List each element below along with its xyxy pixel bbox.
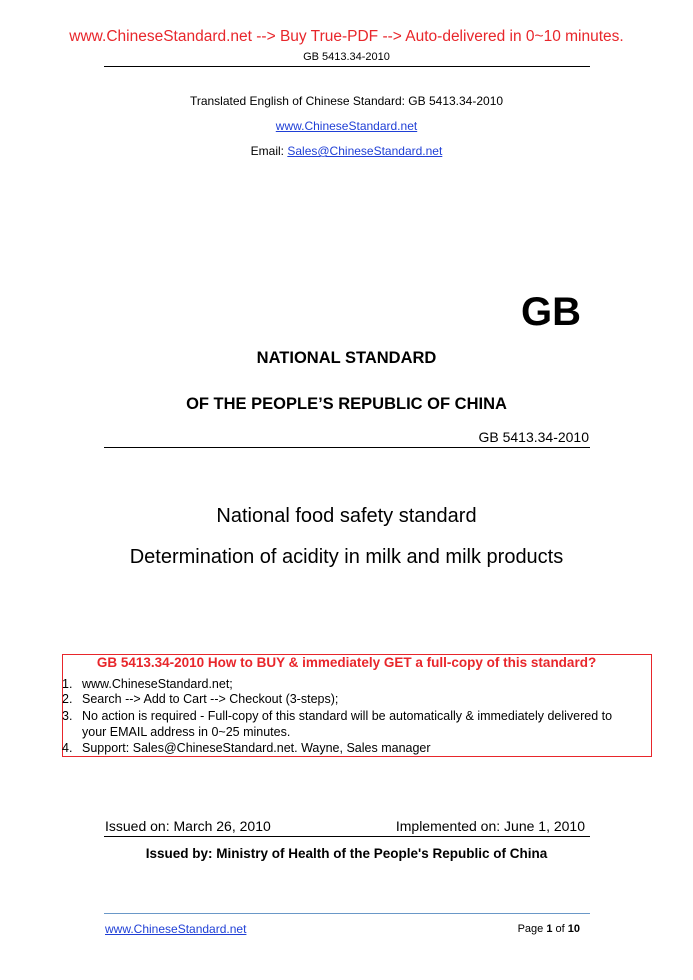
prc-heading: OF THE PEOPLE’S REPUBLIC OF CHINA — [186, 395, 507, 413]
step-text: Search --> Add to Cart --> Checkout (3-steps); — [82, 692, 339, 706]
implemented-date: Implemented on: June 1, 2010 — [395, 818, 585, 834]
translation-website — [0, 119, 693, 133]
standard-code: GB 5413.34-2010 — [478, 429, 589, 445]
step-text: Support: Sales@ChineseStandard.net. Wayne, Sales manager — [82, 741, 431, 755]
purchase-step — [62, 725, 290, 739]
purchase-step — [62, 692, 338, 706]
header-divider — [104, 66, 590, 67]
purchase-step — [62, 709, 612, 723]
footer-website — [105, 922, 246, 936]
gb-mark: GB — [521, 290, 581, 334]
standard-title-line2: Determination of acidity in milk and milk products — [129, 546, 564, 568]
national-standard-heading: NATIONAL STANDARD — [256, 349, 437, 367]
standard-title-line1: National food safety standard — [216, 505, 477, 527]
translation-email — [0, 144, 693, 158]
footer-divider — [104, 913, 590, 914]
step-number: 1. — [62, 677, 73, 691]
header-standard-code: GB 5413.34-2010 — [303, 51, 390, 63]
step-number: 4. — [62, 741, 73, 755]
top-banner[interactable]: www.ChineseStandard.net --> Buy True-PDF --> Auto-delivered in 0~10 minutes. — [69, 28, 624, 45]
step-text: www.ChineseStandard.net; — [82, 677, 233, 691]
step-text: your EMAIL address in 0~25 minutes. — [82, 725, 291, 739]
email-label: Email: — [250, 144, 285, 158]
title-divider — [104, 447, 590, 448]
issued-date: Issued on: March 26, 2010 — [105, 818, 271, 834]
dates-divider — [104, 836, 590, 837]
issuing-authority: Issued by: Ministry of Health of the People's Republic of China — [145, 846, 548, 861]
step-text: No action is required - Full-copy of this standard will be automatically & immediately delivered to — [82, 709, 613, 723]
purchase-step — [62, 677, 233, 691]
purchase-box-title: GB 5413.34-2010 How to BUY & immediately GET a full-copy of this standard? — [96, 655, 597, 670]
step-number: 3. — [62, 709, 73, 723]
email-link[interactable]: Sales@ChineseStandard.net — [287, 144, 443, 158]
translation-line: Translated English of Chinese Standard: GB 5413.34-2010 — [189, 94, 504, 108]
page-number: Page 1 of 10 — [517, 923, 580, 935]
purchase-step — [62, 741, 431, 755]
website-link[interactable]: www.ChineseStandard.net — [275, 119, 418, 133]
step-number: 2. — [62, 692, 73, 706]
footer-website-link[interactable]: www.ChineseStandard.net — [105, 922, 247, 936]
